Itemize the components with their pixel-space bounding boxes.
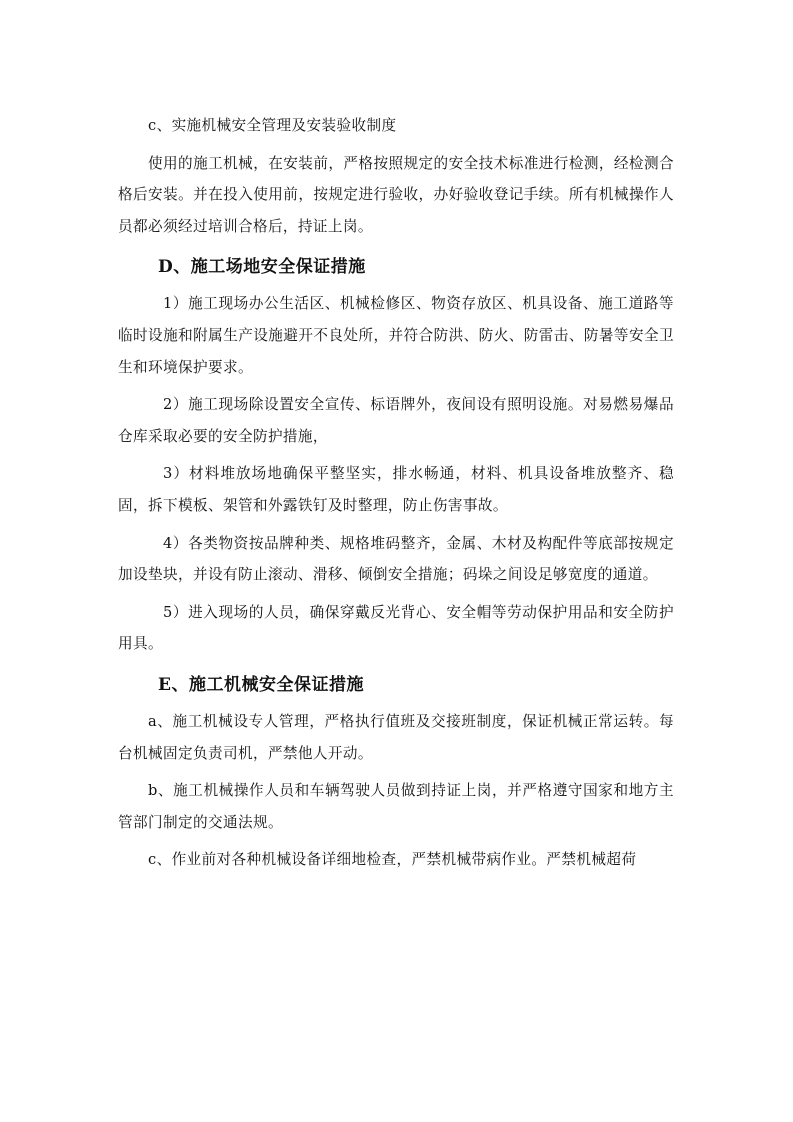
paragraph-d4: 4）各类物资按品牌种类、规格堆码整齐，金属、木材及构配件等底部按规定加设垫块，并设有防止滚动、滑移、倾倒安全措施；码垛之间设足够宽度的通道。 (118, 534, 674, 584)
paragraph-e-c: c、作业前对各种机械设备详细地检查，严禁机械带病作业。严禁机械超荷 (148, 851, 637, 869)
paragraph-d2: 2）施工现场除设置安全宣传、标语牌外，夜间设有照明设施。对易燃易爆品仓库采取必要的安全防护措施， (118, 396, 674, 445)
document-page (118, 110, 674, 876)
paragraph-d3: 3）材料堆放场地确保平整坚实，排水畅通，材料、机具设备堆放整齐、稳固，拆下模板、架管和外露铁钉及时整理，防止伤害事故。 (118, 465, 674, 514)
paragraph-c-installation-acceptance: c、实施机械安全管理及安装验收制度 (148, 117, 397, 134)
paragraph-e-a: a、施工机械设专人管理，严格执行值班及交接班制度，保证机械正常运转。每台机械固定负责司机，严禁他人开动。 (118, 712, 674, 762)
paragraph-machinery-inspection: 使用的施工机械，在安装前，严格按照规定的安全技术标准进行检测，经检测合格后安装。并在投入使用前，按规定进行验收，办好验收登记手续。所有机械操作人员都必须经过培训合格后，持证上岗。 (118, 154, 674, 235)
paragraph-d1: 1）施工现场办公生活区、机械检修区、物资存放区、机具设备、施工道路等临时设施和附属生产设施避开不良处所，并符合防洪、防火、防雷击、防暑等安全卫生和环境保护要求。 (118, 295, 674, 376)
paragraph-e-b: b、施工机械操作人员和车辆驾驶人员做到持证上岗，并严格遵守国家和地方主管部门制定的交通法规。 (118, 782, 674, 831)
heading-d-site-safety: D、施工场地安全保证措施 (158, 257, 366, 278)
heading-e-machinery-safety: E、施工机械安全保证措施 (158, 674, 364, 695)
paragraph-d5: 5）进入现场的人员，确保穿戴反光背心、安全帽等劳动保护用品和安全防护用具。 (118, 603, 674, 653)
